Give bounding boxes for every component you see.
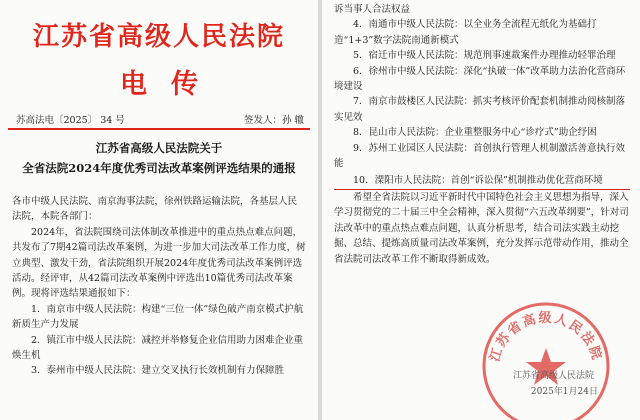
closing-paragraph: 希望全省法院以习近平新时代中国特色社会主义思想为指导，深入学习贯彻党的二十届三中全会精神，深入贯彻“六五改革纲要”，针对司法改革中的重点热点难点问题，认真分析思考，结合司法实践主动挖掘、总结、提炼高质量司法改革案例，充分发挥示范带动作用，推动全省法院司法改革工作不断取得新成效。 (334, 191, 629, 265)
recipients: 各市中级人民法院、南京海事法院，徐州铁路运输法院，各基层人民法院，本院各部门： (12, 196, 298, 223)
list-item: 3．泰州市中级人民法院：建立交叉执行长效机制有力保障胜 (31, 365, 285, 377)
notice-body-left (12, 194, 306, 379)
notice-body-right (334, 2, 630, 267)
issue-date: 2025年1月24日 (530, 387, 598, 397)
seal-court-name: 江苏省高级人民法院 (512, 371, 594, 381)
list-item: 7．南京市鼓楼区人民法院：抓实考核评价配套机制推动阅核制落实见效 (334, 96, 626, 123)
signer: 签发人：孙 辙 (243, 115, 304, 126)
list-item: 9．苏州工业园区人民法院：首创执行管理人机制激活善意执行效能 (334, 142, 626, 170)
official-seal-icon (476, 296, 616, 420)
seal-ring-text: 江苏省高级人民法院 (487, 311, 605, 364)
red-divider (8, 128, 310, 130)
continuation-text: 诉当事人合法权益 (334, 4, 411, 15)
intro-paragraph: 2024年，省法院围绕司法体制改革推进中的重点热点难点问题，共发布了7期42篇司法改革案例，为进一步加大司法改革工作力度，树立典型、激发干劲，省法院组织开展2024年度优秀司法改革案例评选活动。经评审，从42篇司法改革案例中评选出10篇优秀司法改革案例。现将评选结果通报如下： (12, 226, 306, 300)
document-number: 苏高法电〔2025〕 34 号 (16, 115, 125, 126)
list-item: 6．徐州市中级人民法院：深化“执破一体”改革助力法治化营商环境建设 (334, 65, 626, 93)
notice-title-line2: 全省法院2024年度优秀司法改革案例评选结果的通报 (22, 161, 296, 175)
highlighted-list-item: 10．溧阳市人民法院：首创“诉讼保”机制推动优化营商环境 (334, 173, 630, 189)
list-item: 5．宿迁市中级人民法院：规范刑事速裁案件办理推动轻罪治理 (353, 50, 616, 62)
list-item: 2．镇江市中级人民法院：减控并举修复企业信用助力困难企业重焕生机 (12, 334, 304, 362)
court-header-title: 江苏省高级人民法院 (32, 22, 285, 52)
doctype-header: 电传 (120, 69, 222, 100)
list-item: 4．南通市中级人民法院：以全业务全流程无纸化为基础打造“1+3”数字法院南通新模式 (334, 19, 597, 46)
notice-title-line1: 江苏省高级人民法院关于 (95, 141, 223, 155)
document-page-left (0, 0, 318, 420)
list-item: 1．南京市中级人民法院：构建“三位一体”绿色破产南京模式护航新质生产力发展 (12, 303, 304, 331)
list-item: 8．昆山市人民法院：企业重整服务中心“诊疗式”助企纾困 (353, 127, 597, 139)
document-page-right (322, 0, 640, 420)
